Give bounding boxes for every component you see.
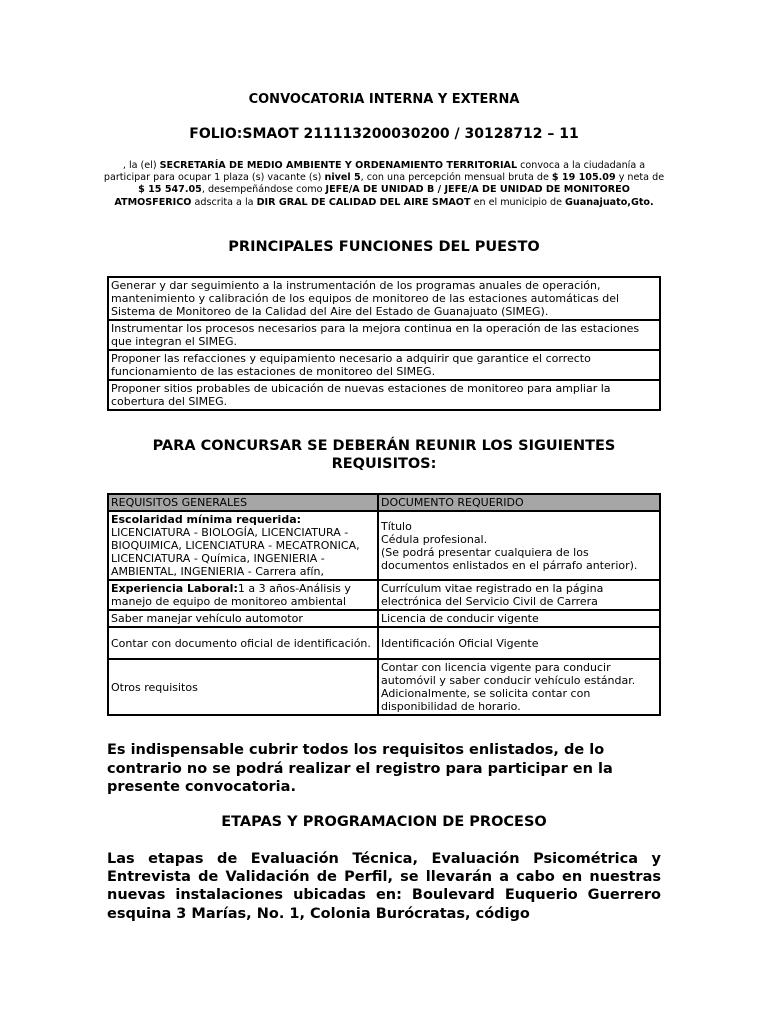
table-cell: Proponer sitios probables de ubicación de nuevas estaciones de monitoreo para ampliar la cobertura del SIMEG. [108,380,660,410]
intro-text: , desempeñándose como [201,184,326,196]
table-cell [108,580,378,610]
table-cell: Currículum vitae registrado en la página electrónica del Servicio Civil de Carrera [378,580,660,610]
indispensable-notice: Es indispensable cubrir todos los requisitos enlistados, de lo contrario no se podrá realizar el registro para participar en la presente convocatoria. [107,742,613,795]
intro-bold: SECRETARÍA DE MEDIO AMBIENTE Y ORDENAMIENTO TERRITORIAL [159,160,518,171]
table-cell: Generar y dar seguimiento a la instrumentación de los programas anuales de operación, mantenimiento y calibración de los equipos de monitoreo de las estaciones automáticas del Sistema de Monitoreo de la Calidad del Aire del Estado de Guanajuato (SIMEG). [108,277,660,320]
intro-paragraph [103,160,665,209]
intro-bold: $ 15 547.05 [138,184,202,196]
cell-text: 1 a 3 años-Análisis y manejo de equipo de monitoreo ambiental [111,582,351,608]
intro-bold: JEFE/A DE UNIDAD B / JEFE/A DE UNIDAD DE MONITOREO ATMOSFERICO [114,184,630,208]
table-row [108,659,660,715]
table-cell: Otros requisitos [108,659,378,715]
table-row [108,610,660,627]
document-title: CONVOCATORIA INTERNA Y EXTERNA [248,92,520,107]
column-header: REQUISITOS GENERALES [108,494,378,511]
table-cell: Identificación Oficial Vigente [378,627,660,659]
folio-number: FOLIO:SMAOT 211113200030200 / 30128712 – 11 [189,126,579,142]
funciones-table [107,276,661,411]
cell-label: Experiencia Laboral: [111,582,238,595]
table-row [108,580,660,610]
table-row [108,277,660,320]
cell-text: Cédula profesional. [381,532,488,546]
intro-bold: DIR GRAL DE CALIDAD DEL AIRE SMAOT [256,196,471,208]
intro-text: adscrita a la [191,196,257,208]
table-cell: Contar con licencia vigente para conducir automóvil y saber conducir vehículo estándar. Adicionalmente, se solicita contar con disponibilidad de horario. [378,659,660,715]
table-header-row [108,494,660,511]
table-cell: Saber manejar vehículo automotor [108,610,378,627]
requisitos-table [107,493,661,716]
intro-bold: nivel 5 [324,172,361,184]
cell-label: Escolaridad mínima requerida: [111,513,302,526]
table-cell [108,511,378,580]
intro-text: convoca a la ciudadanía a participar para ocupar 1 plaza (s) vacante (s) [103,160,646,184]
etapas-paragraph: Las etapas de Evaluación Técnica, Evaluación Psicométrica y Entrevista de Validación de Perfil, se llevarán a cabo en nuestras nuevas instalaciones ubicadas en: Boulevard Euquerio Guerrero esquina 3 Marías, No. 1, Colonia Burócratas, código [107,851,661,922]
table-cell: Instrumentar los procesos necesarios para la mejora continua en la operación de las estaciones que integran el SIMEG. [108,320,660,350]
cell-text: LICENCIATURA - BIOLOGÍA, LICENCIATURA - BIOQUIMICA, LICENCIATURA - MECATRONICA, LICENCIATURA - Química, INGENIERIA - AMBIENTAL, INGENIERIA - Carrera afín, [111,526,360,578]
intro-bold: Guanajuato,Gto. [565,196,654,208]
cell-text: (Se podrá presentar cualquiera de los documentos enlistados en el párrafo anterior). [381,545,638,572]
intro-text: en el municipio de [470,196,566,208]
funciones-heading: PRINCIPALES FUNCIONES DEL PUESTO [228,239,540,255]
table-row [108,380,660,410]
table-cell: Contar con documento oficial de identificación. [108,627,378,659]
intro-text: , con una percepción mensual bruta de [360,172,552,184]
etapas-heading: ETAPAS Y PROGRAMACION DE PROCESO [221,814,547,830]
table-cell: Proponer las refacciones y equipamiento necesario a adquirir que garantice el correcto funcionamiento de las estaciones de monitoreo del SIMEG. [108,350,660,380]
requisitos-heading: PARA CONCURSAR SE DEBERÁN REUNIR LOS SIGUIENTES REQUISITOS: [152,438,616,472]
table-cell [378,511,660,580]
table-row [108,320,660,350]
table-cell: Licencia de conducir vigente [378,610,660,627]
table-row [108,627,660,659]
table-row [108,350,660,380]
column-header: DOCUMENTO REQUERIDO [378,494,660,511]
intro-text: , la (el) [122,160,160,171]
table-row [108,511,660,580]
intro-bold: $ 19 105.09 [551,172,616,184]
intro-text: y neta de [615,172,665,184]
cell-text: Título [381,519,412,533]
